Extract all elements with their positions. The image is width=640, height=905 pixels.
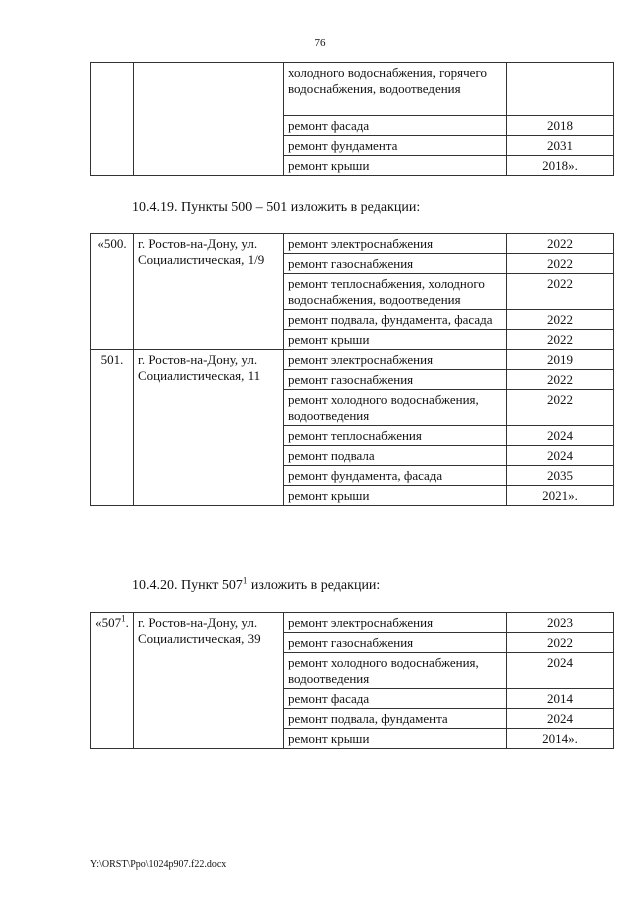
work-cell: ремонт электроснабжения — [284, 613, 507, 633]
year-cell: 2018 — [507, 116, 614, 136]
file-path-footer: Y:\ORST\Ppo\1024p907.f22.docx — [90, 859, 227, 870]
year-cell: 2022 — [507, 633, 614, 653]
work-cell: ремонт подвала, фундамента, фасада — [284, 310, 507, 330]
item-number: 501. — [91, 350, 134, 506]
work-cell: ремонт крыши — [284, 486, 507, 506]
work-cell: ремонт теплоснабжения — [284, 426, 507, 446]
continuation-table — [90, 62, 614, 176]
number-cell — [91, 63, 134, 176]
address-cell — [134, 63, 284, 176]
year-cell: 2019 — [507, 350, 614, 370]
year-cell: 2014». — [507, 729, 614, 749]
table-row — [91, 234, 614, 254]
item-number — [91, 613, 134, 749]
work-cell: холодного водоснабжения, горячего водоснабжения, водоотведения — [284, 63, 507, 116]
year-cell: 2022 — [507, 274, 614, 310]
work-cell: ремонт подвала — [284, 446, 507, 466]
year-cell: 2024 — [507, 426, 614, 446]
page-number: 76 — [314, 37, 326, 49]
items-table-500-501 — [90, 233, 614, 506]
work-cell: ремонт крыши — [284, 156, 507, 176]
work-cell: ремонт холодного водоснабжения, водоотведения — [284, 390, 507, 426]
work-cell: ремонт крыши — [284, 729, 507, 749]
section-heading-20 — [132, 575, 381, 594]
work-cell: ремонт электроснабжения — [284, 234, 507, 254]
work-cell: ремонт крыши — [284, 330, 507, 350]
year-cell: 2031 — [507, 136, 614, 156]
year-cell: 2035 — [507, 466, 614, 486]
item-number: «500. — [91, 234, 134, 350]
heading-text: 10.4.20. Пункт 507 — [132, 578, 243, 593]
item-address: г. Ростов-на-Дону, ул. Социалистическая, 1/9 — [134, 234, 284, 350]
year-cell: 2022 — [507, 370, 614, 390]
year-cell: 2024 — [507, 709, 614, 729]
year-cell: 2021». — [507, 486, 614, 506]
year-cell: 2024 — [507, 446, 614, 466]
item-address: г. Ростов-на-Дону, ул. Социалистическая, 11 — [134, 350, 284, 506]
year-cell: 2024 — [507, 653, 614, 689]
item-address: г. Ростов-на-Дону, ул. Социалистическая, 39 — [134, 613, 284, 749]
work-cell: ремонт электроснабжения — [284, 350, 507, 370]
work-cell: ремонт фасада — [284, 116, 507, 136]
year-cell: 2022 — [507, 234, 614, 254]
work-cell: ремонт фундамента, фасада — [284, 466, 507, 486]
section-heading-19: 10.4.19. Пункты 500 – 501 изложить в редакции: — [132, 200, 421, 215]
table-row — [91, 613, 614, 633]
work-cell: ремонт фундамента — [284, 136, 507, 156]
item-number-text: «507 — [95, 615, 122, 630]
year-cell: 2022 — [507, 330, 614, 350]
table-row — [91, 350, 614, 370]
work-cell: ремонт газоснабжения — [284, 254, 507, 274]
year-cell: 2022 — [507, 310, 614, 330]
year-cell: 2018». — [507, 156, 614, 176]
work-cell: ремонт холодного водоснабжения, водоотведения — [284, 653, 507, 689]
year-cell: 2023 — [507, 613, 614, 633]
year-cell: 2022 — [507, 254, 614, 274]
work-cell: ремонт фасада — [284, 689, 507, 709]
heading-superscript: 1 — [242, 575, 248, 586]
work-cell: ремонт подвала, фундамента — [284, 709, 507, 729]
year-cell — [507, 63, 614, 116]
work-cell: ремонт газоснабжения — [284, 370, 507, 390]
work-cell: ремонт теплоснабжения, холодного водоснабжения, водоотведения — [284, 274, 507, 310]
table-row — [91, 63, 614, 116]
year-cell: 2022 — [507, 390, 614, 426]
items-table-507-1 — [90, 612, 614, 749]
item-number-superscript: 1 — [121, 613, 126, 624]
year-cell: 2014 — [507, 689, 614, 709]
heading-text-tail: изложить в редакции: — [247, 578, 381, 593]
item-number-dot: . — [125, 615, 129, 630]
work-cell: ремонт газоснабжения — [284, 633, 507, 653]
